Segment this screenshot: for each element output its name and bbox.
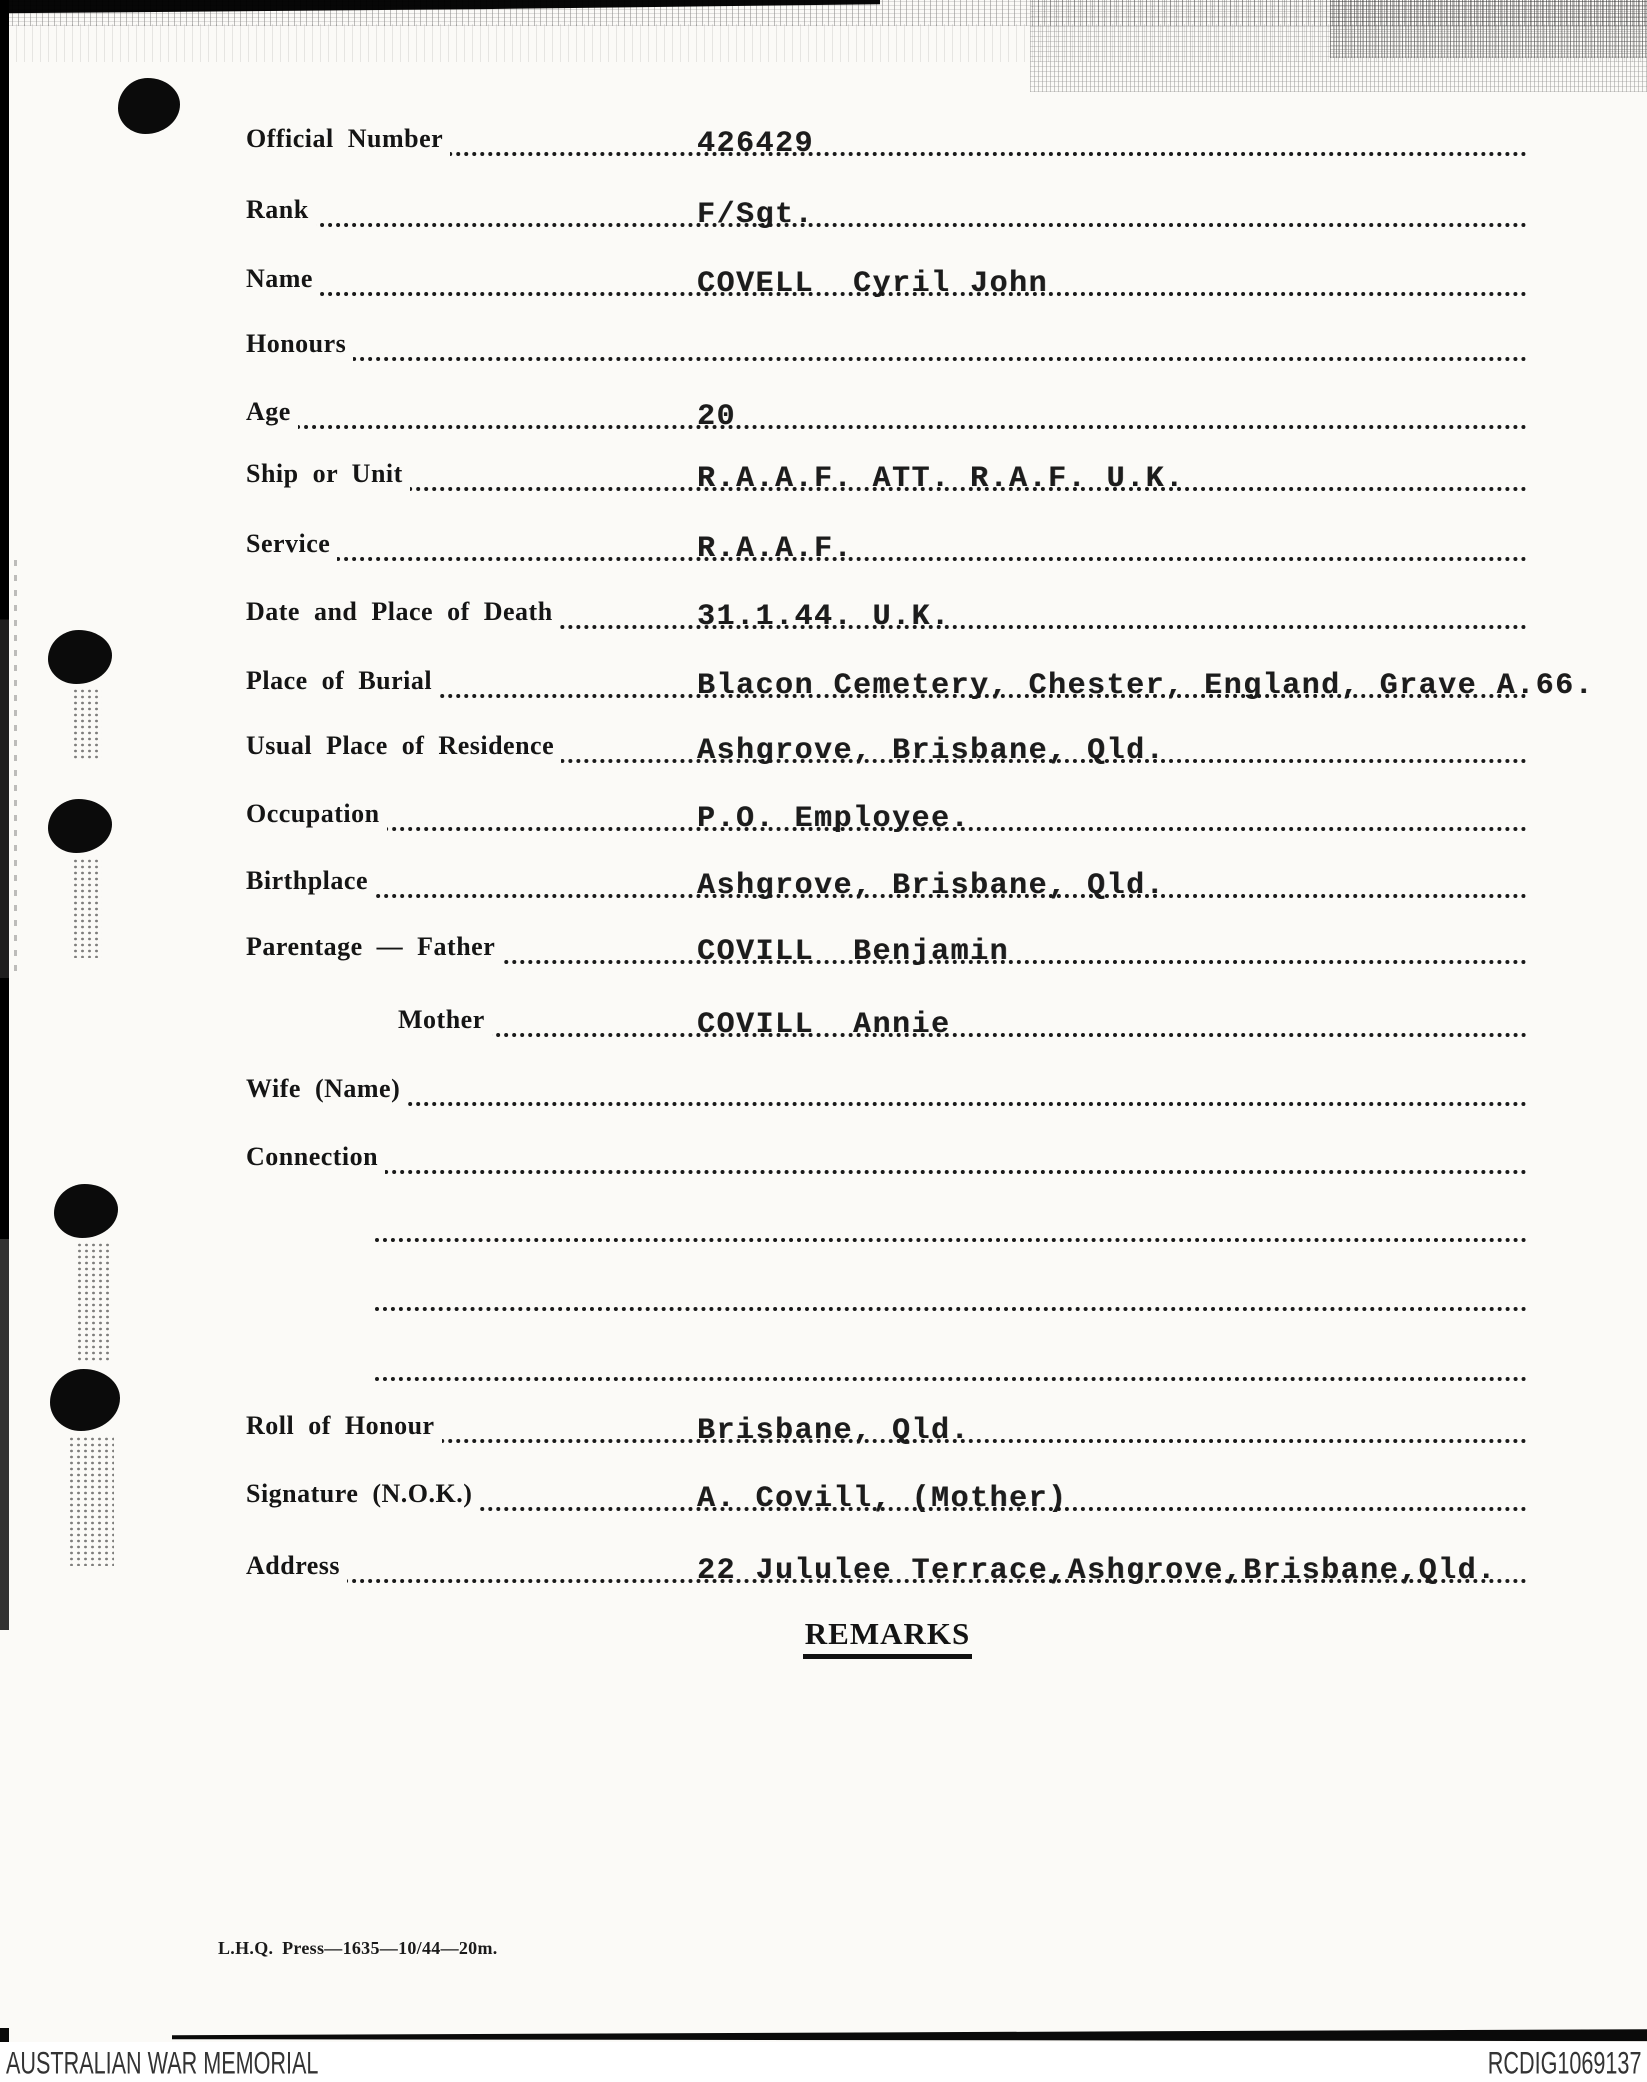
value-service: R.A.A.F. (697, 532, 854, 566)
label-connection: Connection (246, 1143, 385, 1175)
label-occupation: Occupation (246, 800, 387, 832)
row-parentage-father (246, 922, 1527, 969)
row-name (246, 254, 1527, 301)
row-blank-line (375, 1339, 1527, 1381)
row-honours (248, 319, 1527, 361)
ink-blot (50, 1369, 120, 1431)
value-official-number: 426429 (697, 127, 815, 161)
row-birthplace (246, 856, 1527, 903)
label-roll-of-honour: Roll of Honour (246, 1412, 442, 1444)
ink-blot (48, 799, 112, 853)
value-parentage-mother: COVILL Annie (697, 1008, 951, 1042)
row-blank-line (375, 1269, 1527, 1311)
label-date-place-of-death: Date and Place of Death (246, 598, 560, 630)
label-name: Name (246, 265, 320, 297)
row-date-place-of-death (246, 587, 1527, 634)
label-usual-place-of-residence: Usual Place of Residence (246, 732, 561, 764)
value-parentage-father: COVILL Benjamin (697, 935, 1010, 969)
label-place-of-burial: Place of Burial (246, 667, 439, 699)
label-birthplace: Birthplace (246, 867, 375, 899)
ink-blot (54, 1184, 118, 1238)
row-rank (246, 185, 1527, 232)
value-usual-place-of-residence: Ashgrove, Brisbane, Qld. (697, 734, 1166, 768)
scan-edge-left (0, 0, 9, 1630)
row-ship-or-unit (246, 449, 1527, 496)
scan-noise-top-right-dense (1330, 0, 1647, 58)
value-ship-or-unit: R.A.A.F. ATT. R.A.F. U.K. (697, 462, 1185, 496)
ink-drip (72, 688, 102, 760)
value-roll-of-honour: Brisbane, Qld. (697, 1414, 971, 1448)
value-address: 22 Jululee Terrace,Ashgrove,Brisbane,Qld. (697, 1554, 1497, 1588)
row-connection (248, 1132, 1527, 1174)
label-wife-name: Wife (Name) (246, 1075, 407, 1107)
printer-code: L.H.Q. Press—1635—10/44—20m. (218, 1938, 498, 1958)
row-address (246, 1541, 1527, 1588)
row-age (246, 387, 1527, 434)
label-address: Address (246, 1552, 347, 1584)
row-service (246, 519, 1527, 566)
ink-blot (48, 630, 112, 684)
scan-left-marks (14, 560, 17, 980)
archive-footer-bar (0, 2042, 1647, 2082)
label-ship-or-unit: Ship or Unit (246, 460, 410, 492)
row-roll-of-honour (246, 1401, 1527, 1448)
value-birthplace: Ashgrove, Brisbane, Qld. (697, 869, 1166, 903)
value-name: COVELL Cyril John (697, 267, 1049, 301)
value-signature-nok: A. Covill, (Mother) (697, 1482, 1068, 1516)
row-wife-name (248, 1064, 1527, 1106)
value-occupation: P.O. Employee. (697, 802, 971, 836)
label-age: Age (246, 398, 298, 430)
value-age: 20 (697, 400, 737, 434)
ink-drip (72, 858, 102, 958)
row-blank-line (375, 1200, 1527, 1242)
value-place-of-burial: Blacon Cemetery, Chester, England, Grave A.66. (697, 669, 1595, 703)
row-occupation (246, 789, 1527, 836)
remarks-heading: REMARKS (803, 1618, 972, 1659)
label-rank: Rank (246, 196, 316, 228)
row-signature-nok (246, 1469, 1527, 1516)
value-rank: F/Sgt. (697, 198, 815, 232)
ink-blot (118, 78, 180, 134)
label-parentage-father: Parentage — Father (246, 933, 502, 965)
label-parentage-mother: Mother (398, 1006, 492, 1038)
label-official-number: Official Number (246, 125, 450, 157)
value-date-place-of-death: 31.1.44. U.K. (697, 600, 951, 634)
ink-drip (76, 1242, 110, 1362)
archive-record-id: RCDIG1069137 (1487, 2046, 1641, 2081)
row-official-number (246, 114, 1527, 161)
label-honours: Honours (246, 330, 353, 362)
archive-name: AUSTRALIAN WAR MEMORIAL (6, 2046, 319, 2081)
ink-drip (68, 1436, 114, 1566)
label-signature-nok: Signature (N.O.K.) (246, 1480, 479, 1512)
row-parentage-mother (398, 995, 1527, 1042)
row-place-of-burial (246, 656, 1595, 703)
remarks-section (248, 1618, 1527, 1659)
row-usual-place-of-residence (246, 721, 1527, 768)
label-service: Service (246, 530, 337, 562)
